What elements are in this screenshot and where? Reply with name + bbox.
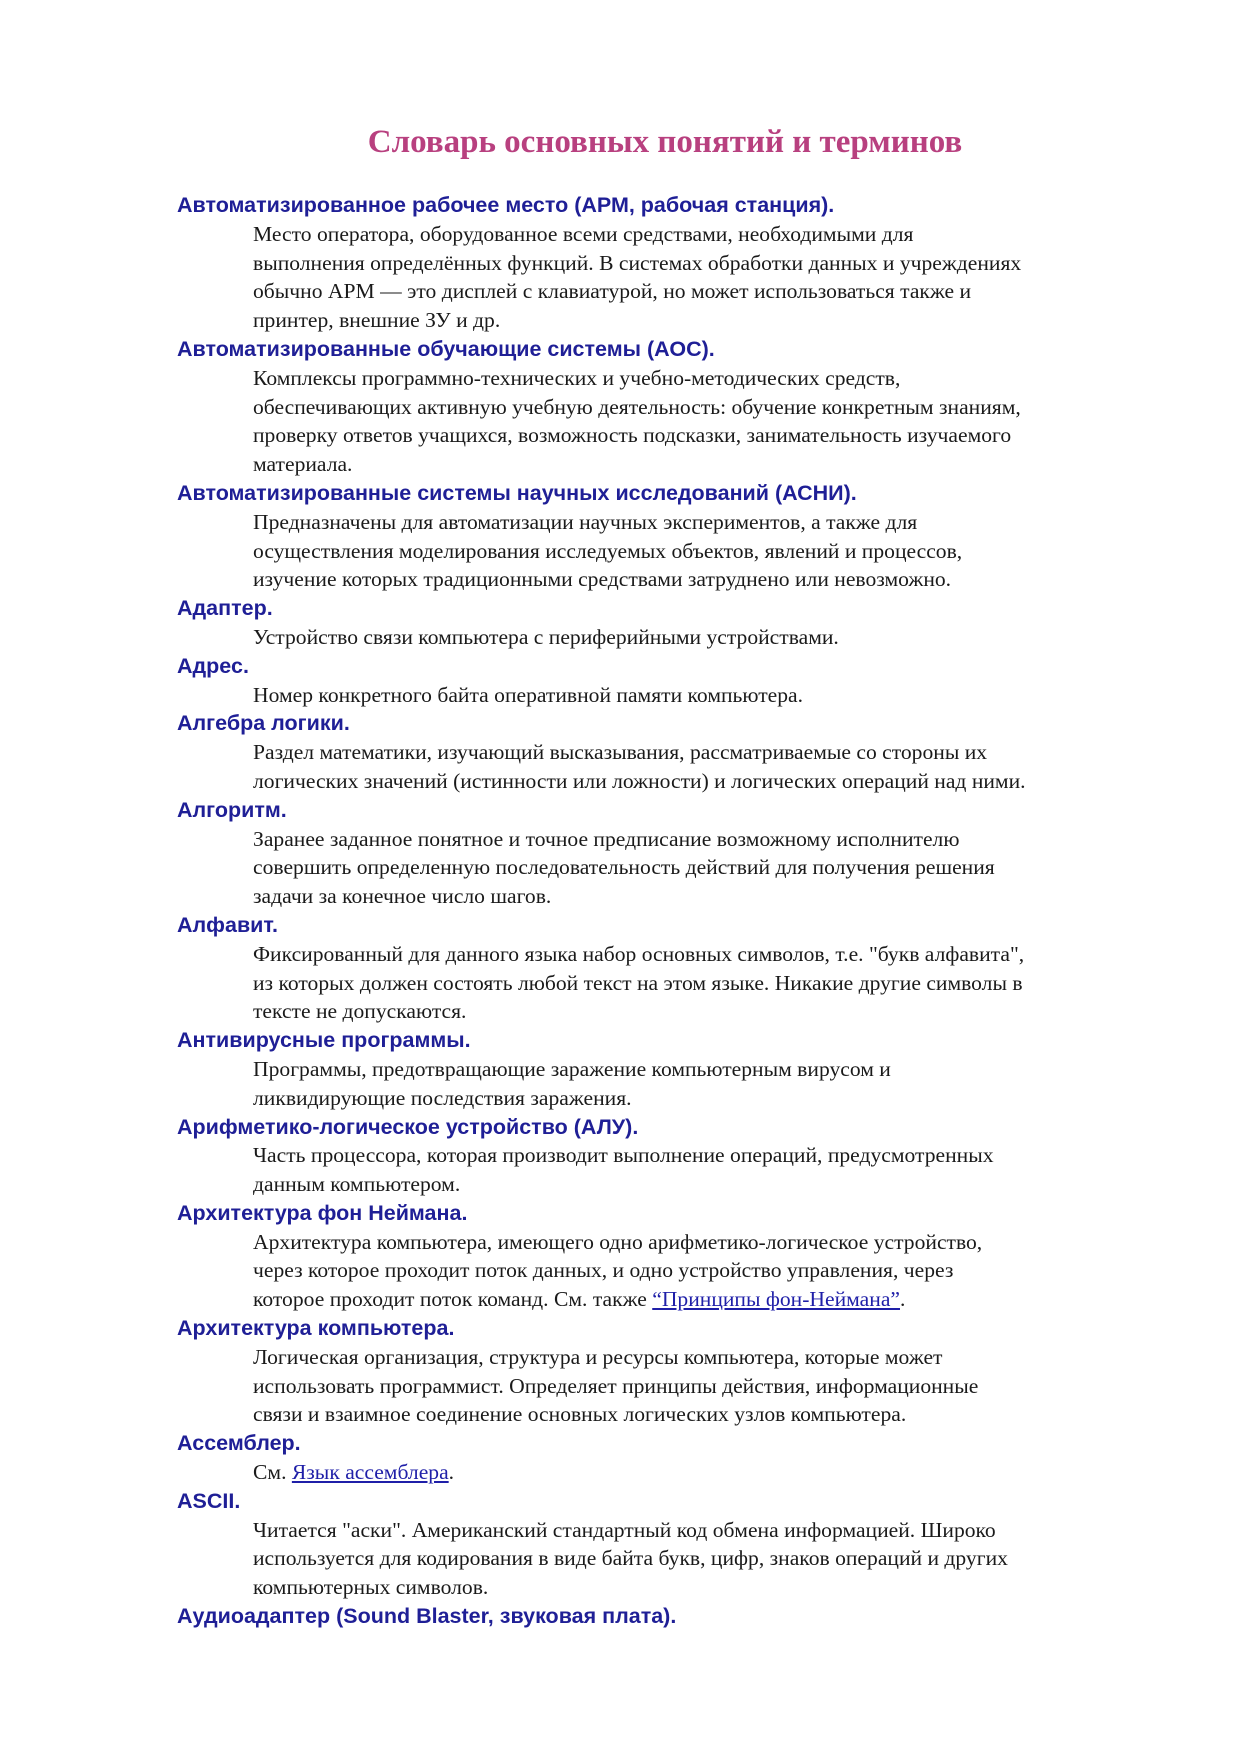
definition-line: использовать программист. Определяет принципы действия, информационные <box>253 1373 979 1398</box>
definition-line: через которое проходит поток данных, и одно устройство управления, через <box>253 1258 954 1283</box>
glossary-term: Антивирусные программы. <box>177 1028 471 1053</box>
definition-line: ликвидирующие последствия заражения. <box>253 1085 632 1110</box>
glossary-definition <box>253 1458 1153 1487</box>
definition-line: материала. <box>253 452 353 477</box>
glossary-term: Арифметико-логическое устройство (АЛУ). <box>177 1114 639 1139</box>
definition-line: логических значений (истинности или ложности) и логических операций над ними. <box>253 768 1026 793</box>
glossary-term: Архитектура компьютера. <box>177 1316 455 1341</box>
definition-line: выполнения определённых функций. В системах обработки данных и учреждениях <box>253 250 1022 275</box>
definition-line: Заранее заданное понятное и точное предписание возможному исполнителю <box>253 826 960 851</box>
glossary-definition <box>253 364 1153 479</box>
definition-line: Комплексы программно-технических и учебно-методических средств, <box>253 365 901 390</box>
glossary-term: Автоматизированные системы научных исследований (АСНИ). <box>177 480 857 505</box>
definition-line: Устройство связи компьютера с периферийными устройствами. <box>253 624 839 649</box>
glossary-entry <box>177 911 1177 1026</box>
definition-line: задачи за конечное число шагов. <box>253 884 552 909</box>
definition-line <box>253 1285 1153 1314</box>
definition-line: Место оператора, оборудованное всеми средствами, необходимыми для <box>253 221 914 246</box>
glossary-term: Алгебра логики. <box>177 711 350 736</box>
definition-line: обеспечивающих активную учебную деятельность: обучение конкретным знаниям, <box>253 394 1021 419</box>
definition-line: используется для кодирования в виде байта букв, цифр, знаков операций и других <box>253 1546 1008 1571</box>
glossary-entry <box>177 1314 1177 1429</box>
glossary-definition <box>253 508 1153 594</box>
definition-line: Архитектура компьютера, имеющего одно арифметико-логическое устройство, <box>253 1229 983 1254</box>
glossary-entry <box>177 335 1177 479</box>
cross-reference-link[interactable]: “Принципы фон-Неймана” <box>652 1287 900 1312</box>
glossary-entry <box>177 1429 1177 1487</box>
glossary-definition <box>253 1055 1153 1113</box>
definition-line: из которых должен состоять любой текст на этом языке. Никакие другие символы в <box>253 970 1023 995</box>
definition-text: . <box>900 1287 906 1312</box>
definition-line: Фиксированный для данного языка набор основных символов, т.е. "букв алфавита", <box>253 941 1025 966</box>
definition-line: осуществления моделирования исследуемых объектов, явлений и процессов, <box>253 538 963 563</box>
definition-text: которое проходит поток команд. См. также <box>253 1287 653 1312</box>
definition-text: См. <box>253 1460 292 1485</box>
definition-line <box>253 1458 1153 1487</box>
glossary-entry <box>177 1199 1177 1314</box>
definition-line: Номер конкретного байта оперативной памяти компьютера. <box>253 682 804 707</box>
glossary-entry <box>177 1026 1177 1112</box>
glossary-definition <box>253 738 1153 796</box>
glossary-term: Алфавит. <box>177 912 279 937</box>
glossary-entry <box>177 1487 1177 1602</box>
glossary-entry <box>177 652 1177 710</box>
definition-line: изучение которых традиционными средствами затруднено или невозможно. <box>253 567 952 592</box>
glossary-entry <box>177 594 1177 652</box>
glossary-term: Архитектура фон Неймана. <box>177 1200 468 1225</box>
definition-line: тексте не допускаются. <box>253 999 467 1024</box>
glossary-definition <box>253 681 1153 710</box>
glossary-definition <box>253 1343 1153 1429</box>
definition-line: совершить определенную последовательность действий для получения решения <box>253 855 995 880</box>
glossary-entry <box>177 796 1177 911</box>
glossary-definition <box>253 1141 1153 1199</box>
definition-line: Логическая организация, структура и ресурсы компьютера, которые может <box>253 1344 943 1369</box>
glossary-term: ASCII. <box>177 1488 241 1513</box>
definition-line: компьютерных символов. <box>253 1575 489 1600</box>
glossary-term: Автоматизированные обучающие системы (АОС). <box>177 336 715 361</box>
cross-reference-link[interactable]: Язык ассемблера <box>291 1460 449 1485</box>
glossary-entry <box>177 1113 1177 1199</box>
glossary-entry <box>177 479 1177 594</box>
glossary-definition <box>253 1228 1153 1314</box>
glossary-entry <box>177 709 1177 795</box>
definition-text: . <box>448 1460 455 1485</box>
glossary-definition <box>253 220 1153 335</box>
glossary-term: Аудиоадаптер (Sound Blaster, звуковая плата). <box>177 1604 677 1629</box>
glossary-term: Ассемблер. <box>177 1431 301 1456</box>
glossary-definition <box>253 940 1153 1026</box>
definition-line: связи и взаимное соединение основных логических узлов компьютера. <box>253 1402 907 1427</box>
definition-line: Предназначены для автоматизации научных экспериментов, а также для <box>253 509 918 534</box>
definition-line: Часть процессора, которая производит выполнение операций, предусмотренных <box>253 1143 994 1168</box>
glossary-list <box>177 191 1177 1631</box>
definition-line: принтер, внешние ЗУ и др. <box>253 308 501 333</box>
glossary-entry <box>177 191 1177 335</box>
glossary-definition <box>253 1516 1153 1602</box>
glossary-term: Алгоритм. <box>177 797 287 822</box>
glossary-definition <box>253 825 1153 911</box>
definition-line: данным компьютером. <box>253 1172 461 1197</box>
glossary-entry <box>177 1602 1177 1631</box>
glossary-term: Автоматизированное рабочее место (АРМ, рабочая станция). <box>177 193 835 217</box>
definition-line: Читается "аски". Американский стандартный код обмена информацией. Широко <box>253 1517 996 1542</box>
page-title: Словарь основных понятий и терминов <box>367 124 963 160</box>
glossary-definition <box>253 623 1153 652</box>
definition-line: проверку ответов учащихся, возможность подсказки, занимательность изучаемого <box>253 423 1012 448</box>
definition-line: Раздел математики, изучающий высказывания, рассматриваемые со стороны их <box>253 740 988 765</box>
definition-line: Программы, предотвращающие заражение компьютерным вирусом и <box>253 1056 891 1081</box>
glossary-term: Адрес. <box>177 653 249 678</box>
definition-line: обычно АРМ — это дисплей с клавиатурой, но может использоваться также и <box>253 279 972 304</box>
glossary-term: Адаптер. <box>177 596 273 621</box>
